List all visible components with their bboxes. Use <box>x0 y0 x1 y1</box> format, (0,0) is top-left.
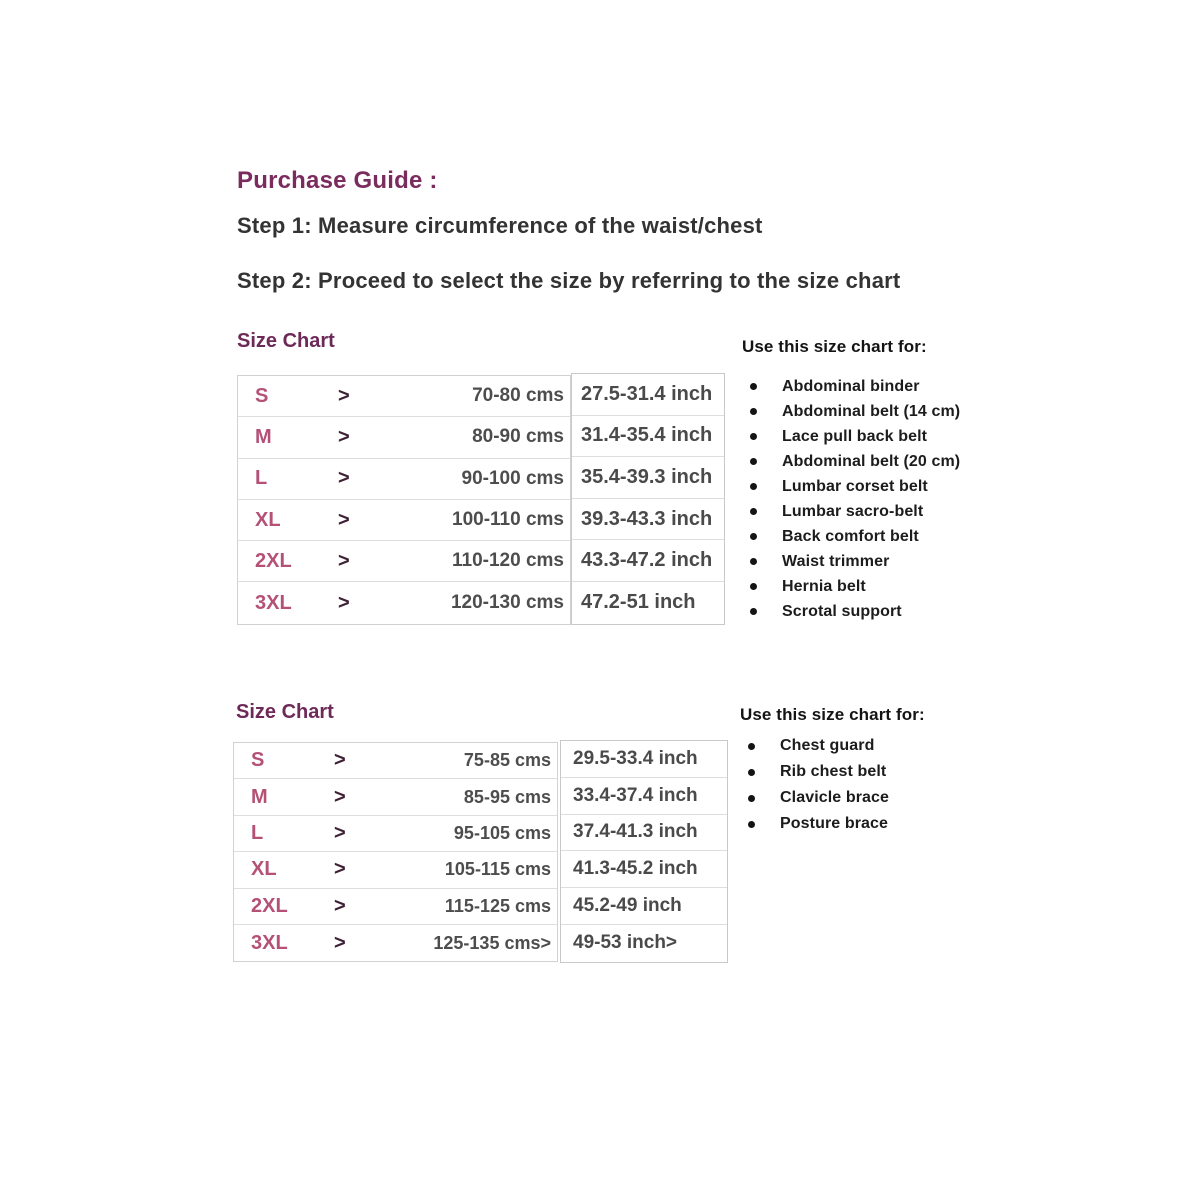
bullet-icon <box>750 458 757 465</box>
size-label: XL <box>255 508 281 531</box>
chevron-right-icon: > <box>338 591 350 614</box>
cm-range: 95-105 cms <box>453 822 551 843</box>
list-item: Posture brace <box>740 811 1070 837</box>
table-row <box>234 779 557 815</box>
table-row <box>234 889 557 925</box>
bullet-icon <box>748 769 755 776</box>
table-row <box>561 925 727 962</box>
table-row <box>561 888 727 925</box>
inch-range: 47.2-51 inch <box>581 591 696 614</box>
step-2-text: Step 2: Proceed to select the size by referring to the size chart <box>237 268 901 293</box>
cm-range: 100-110 cms <box>452 509 564 531</box>
list-item: Rib chest belt <box>740 759 1070 785</box>
cm-range: 90-100 cms <box>461 467 564 489</box>
table-row <box>238 376 570 417</box>
size-cm-columns <box>233 742 558 962</box>
table-row <box>572 374 724 416</box>
size-chart-heading-2: Size Chart <box>236 701 334 723</box>
list-item: Lumbar sacro-belt <box>742 499 1072 524</box>
cm-range: 125-135 cms> <box>433 932 551 953</box>
table-row <box>572 540 724 582</box>
cm-range: 105-115 cms <box>444 859 551 880</box>
list-item: Chest guard <box>740 733 1070 759</box>
inch-range: 27.5-31.4 inch <box>581 382 713 405</box>
page-title: Purchase Guide : <box>237 167 438 194</box>
table-row <box>238 582 570 623</box>
list-item: Waist trimmer <box>742 549 1072 574</box>
bullet-icon <box>750 558 757 565</box>
bullet-icon <box>750 533 757 540</box>
table-row <box>561 778 727 815</box>
table-row <box>561 741 727 778</box>
inch-range: 43.3-47.2 inch <box>581 549 713 572</box>
bullet-icon <box>750 383 757 390</box>
cm-range: 120-130 cms <box>450 592 564 614</box>
size-chart-table-1 <box>237 375 725 625</box>
inch-range: 29.5-33.4 inch <box>573 747 698 769</box>
chevron-right-icon: > <box>338 425 350 448</box>
size-cm-columns <box>237 375 571 625</box>
inch-column <box>560 740 728 963</box>
table-row <box>234 743 557 779</box>
bullet-icon <box>750 408 757 415</box>
use-for-list-2 <box>740 705 1070 837</box>
use-for-title: Use this size chart for: <box>742 337 927 356</box>
size-label: L <box>255 467 268 490</box>
list-item: Abdominal binder <box>742 374 1072 399</box>
table-row <box>238 541 570 582</box>
list-item: Abdominal belt (20 cm) <box>742 449 1072 474</box>
inch-range: 35.4-39.3 inch <box>581 465 713 488</box>
use-for-items <box>742 374 1072 624</box>
size-label: M <box>251 785 268 808</box>
use-for-items <box>740 733 1070 837</box>
use-for-list-1 <box>742 337 1072 624</box>
bullet-icon <box>748 795 755 802</box>
inch-column <box>571 373 725 625</box>
table-row <box>572 499 724 541</box>
size-label: 2XL <box>251 894 288 917</box>
list-item: Clavicle brace <box>740 785 1070 811</box>
chevron-right-icon: > <box>334 821 346 844</box>
bullet-icon <box>750 508 757 515</box>
chevron-right-icon: > <box>334 894 346 917</box>
chevron-right-icon: > <box>338 467 350 490</box>
inch-range: 37.4-41.3 inch <box>573 821 698 843</box>
cm-range: 110-120 cms <box>452 550 564 572</box>
list-item: Back comfort belt <box>742 524 1072 549</box>
inch-range: 39.3-43.3 inch <box>581 507 713 530</box>
use-for-title: Use this size chart for: <box>740 705 925 724</box>
size-label: L <box>251 821 264 844</box>
chevron-right-icon: > <box>334 749 346 772</box>
bullet-icon <box>748 821 755 828</box>
size-label: S <box>255 384 269 407</box>
chevron-right-icon: > <box>334 931 346 954</box>
inch-range: 49-53 inch> <box>573 932 678 954</box>
size-label: 2XL <box>255 549 292 572</box>
chevron-right-icon: > <box>338 508 350 531</box>
size-chart-table-2 <box>233 742 728 963</box>
inch-range: 33.4-37.4 inch <box>573 784 698 806</box>
inch-range: 31.4-35.4 inch <box>581 424 713 447</box>
table-row <box>234 816 557 852</box>
table-row <box>561 815 727 852</box>
inch-range: 41.3-45.2 inch <box>573 858 698 880</box>
chevron-right-icon: > <box>338 384 350 407</box>
table-row <box>234 852 557 888</box>
table-row <box>238 417 570 458</box>
chevron-right-icon: > <box>338 549 350 572</box>
size-chart-heading-1: Size Chart <box>237 330 335 352</box>
chevron-right-icon: > <box>334 785 346 808</box>
bullet-icon <box>750 608 757 615</box>
step-1-text: Step 1: Measure circumference of the waist/chest <box>237 213 763 238</box>
list-item: Scrotal support <box>742 599 1072 624</box>
cm-range: 70-80 cms <box>472 385 564 407</box>
bullet-icon <box>750 483 757 490</box>
size-label: 3XL <box>255 591 292 614</box>
cm-range: 80-90 cms <box>472 426 564 448</box>
list-item: Lumbar corset belt <box>742 474 1072 499</box>
table-row <box>238 459 570 500</box>
list-item: Lace pull back belt <box>742 424 1072 449</box>
size-label: 3XL <box>251 931 288 954</box>
table-row <box>561 851 727 888</box>
bullet-icon <box>748 743 755 750</box>
cm-range: 75-85 cms <box>463 750 551 771</box>
size-label: S <box>251 749 265 772</box>
table-row <box>572 457 724 499</box>
cm-range: 115-125 cms <box>444 895 551 916</box>
chevron-right-icon: > <box>334 858 346 881</box>
table-row <box>572 416 724 458</box>
size-label: M <box>255 425 272 448</box>
list-item: Hernia belt <box>742 574 1072 599</box>
bullet-icon <box>750 583 757 590</box>
size-label: XL <box>251 858 277 881</box>
cm-range: 85-95 cms <box>463 786 551 807</box>
list-item: Abdominal belt (14 cm) <box>742 399 1072 424</box>
inch-range: 45.2-49 inch <box>573 895 682 917</box>
table-row <box>234 925 557 961</box>
bullet-icon <box>750 433 757 440</box>
table-row <box>238 500 570 541</box>
table-row <box>572 582 724 624</box>
